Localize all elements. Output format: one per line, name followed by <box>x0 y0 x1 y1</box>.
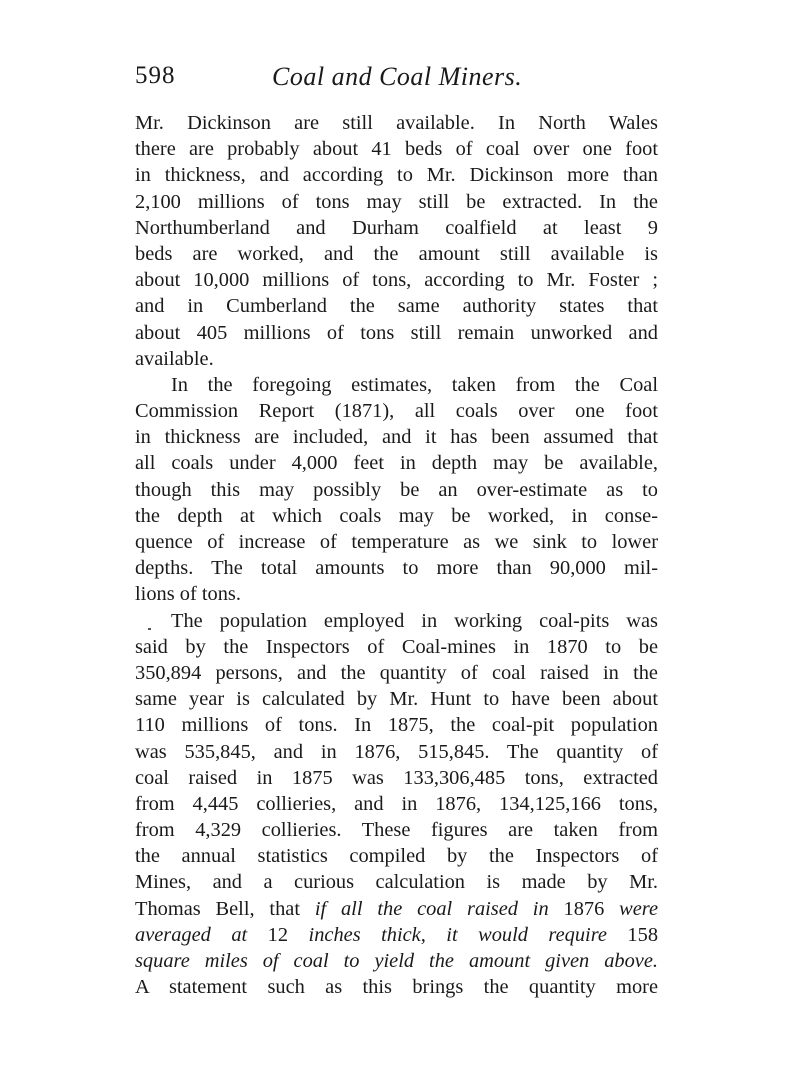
text-line-mixed <box>135 896 658 922</box>
text-line: there are probably about 41 beds of coal over one foot <box>135 138 658 161</box>
text-line: Mr. Dickinson are still available. In North Wales <box>135 112 658 134</box>
text-line: Mines, and a curious calculation is made by Mr. <box>135 871 658 894</box>
text-line: about 10,000 millions of tons, according to Mr. Foster ; <box>135 269 658 292</box>
text-line: was 535,845, and in 1876, 515,845. The quantity of <box>135 740 658 763</box>
text-line: depths. The total amounts to more than 90,000 mil- <box>135 557 658 580</box>
text-line: Commission Report (1871), all coals over one foot <box>135 400 658 423</box>
text-line: 350,894 persons, and the quantity of coal raised in the <box>135 661 658 684</box>
text-segment: 158 <box>606 923 659 946</box>
text-line: from 4,329 collieries. These figures are taken from <box>135 819 658 842</box>
page-header <box>135 62 660 98</box>
italic-segment: were <box>619 897 658 920</box>
text-line: available. <box>135 347 214 370</box>
text-line: beds are worked, and the amount still available is <box>135 242 658 265</box>
text-line: in thickness, and according to Mr. Dickinson more than <box>135 164 658 187</box>
text-line: the depth at which coals may be worked, in conse- <box>135 504 658 527</box>
italic-segment: averaged at <box>135 923 248 946</box>
text-line: about 405 millions of tons still remain unworked and <box>135 321 658 344</box>
text-segment: Thomas Bell, that <box>135 897 315 920</box>
text-line: lions of tons. <box>135 583 241 606</box>
paragraph-first-line: In the foregoing estimates, taken from the Coal <box>171 373 658 396</box>
text-line: and in Cumberland the same authority states that <box>135 295 658 318</box>
text-line: quence of increase of temperature as we sink to lower <box>135 531 658 553</box>
italic-segment: if all the coal raised in <box>314 897 549 920</box>
text-line-mixed <box>135 922 658 948</box>
print-speck <box>148 628 151 630</box>
page-number: 598 <box>135 62 176 89</box>
running-title: Coal and Coal Miners. <box>272 62 523 91</box>
text-line: in thickness are included, and it has been assumed that <box>135 426 658 449</box>
text-line: A statement such as this brings the quantity more <box>135 976 658 999</box>
italic-line: square miles of coal to yield the amount given above. <box>135 950 658 972</box>
text-line: 2,100 millions of tons may still be extracted. In the <box>135 190 658 213</box>
paragraph-first-line: The population employed in working coal-pits was <box>171 609 658 632</box>
body-text <box>135 110 658 1000</box>
text-segment: 1876 <box>548 897 620 920</box>
text-line: 110 millions of tons. In 1875, the coal-pit population <box>135 714 658 737</box>
text-line: from 4,445 collieries, and in 1876, 134,125,166 tons, <box>135 792 658 815</box>
text-line: said by the Inspectors of Coal-mines in 1870 to be <box>135 635 658 658</box>
text-line: Northumberland and Durham coalfield at least 9 <box>135 216 658 239</box>
text-line: coal raised in 1875 was 133,306,485 tons, extracted <box>135 766 658 789</box>
text-line: same year is calculated by Mr. Hunt to have been about <box>135 688 658 711</box>
text-line: all coals under 4,000 feet in depth may be available, <box>135 452 658 475</box>
text-line: though this may possibly be an over-estimate as to <box>135 478 658 501</box>
text-line: the annual statistics compiled by the Inspectors of <box>135 845 658 868</box>
text-segment: 12 <box>247 923 309 946</box>
italic-segment: inches thick, it would require <box>308 923 607 946</box>
